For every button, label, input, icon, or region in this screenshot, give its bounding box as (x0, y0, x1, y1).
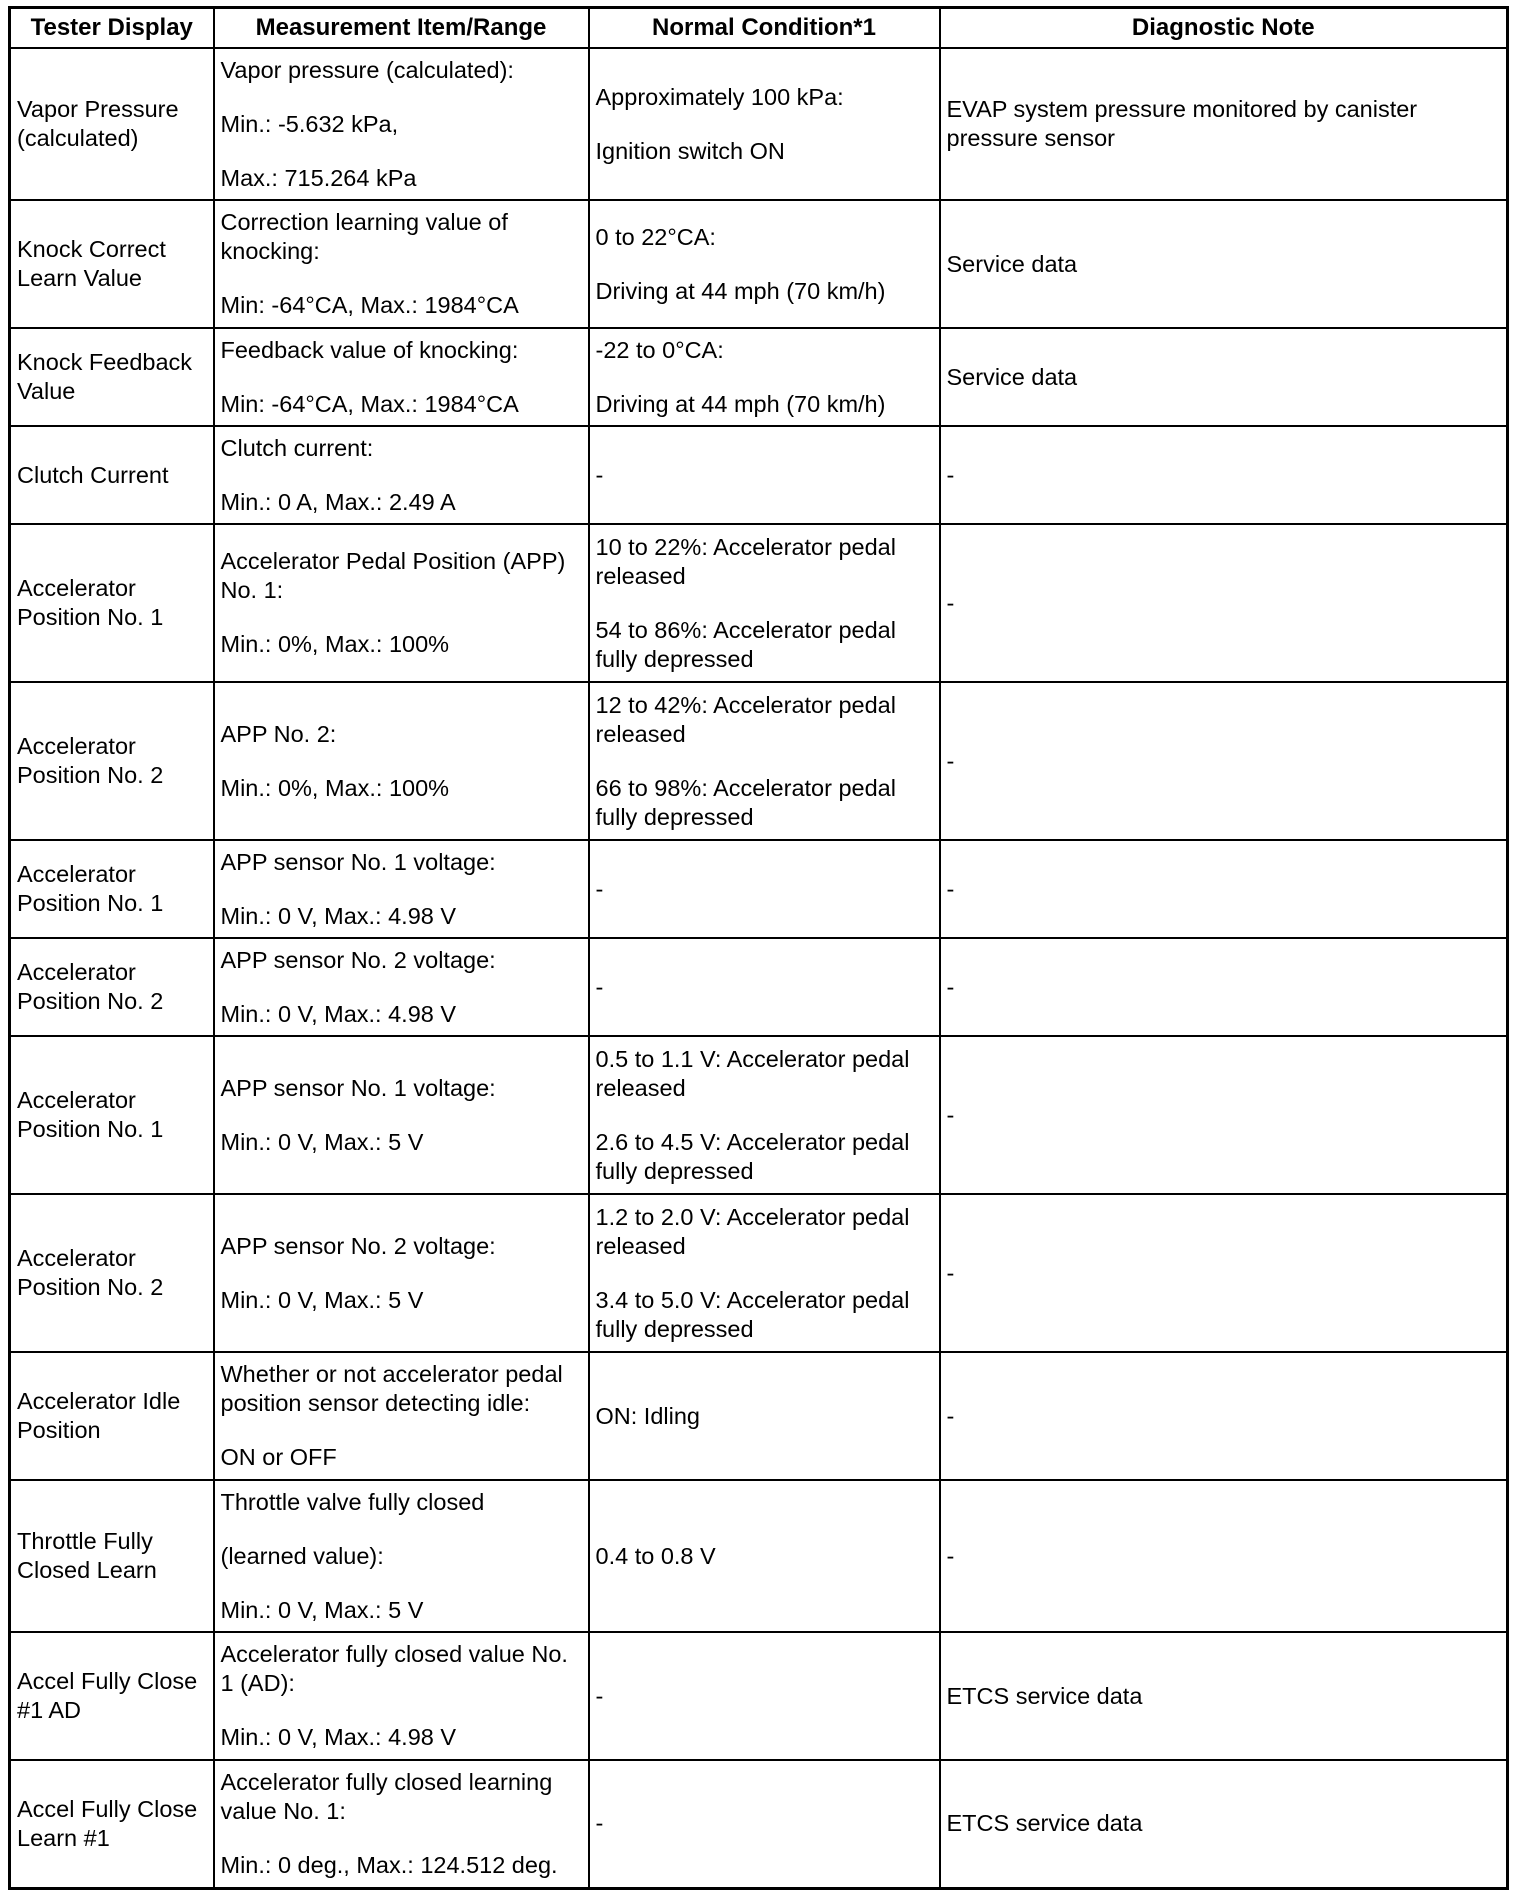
measurement-range-line: APP sensor No. 2 voltage: (220, 1232, 496, 1259)
diagnostic-note-cell: - (940, 938, 1508, 1036)
measurement-range-cell (214, 426, 589, 524)
table-body (10, 48, 1508, 1888)
table-row (10, 840, 1508, 938)
measurement-range-cell (214, 48, 589, 200)
normal-condition-line: 66 to 98%: Accelerator pedal fully depressed (595, 774, 896, 830)
table-row (10, 200, 1508, 328)
measurement-range-line: Accelerator fully closed value No. 1 (AD): (220, 1641, 568, 1696)
normal-condition-cell (589, 1036, 940, 1194)
diagnostic-note-cell: - (940, 426, 1508, 524)
measurement-range-line: Whether or not accelerator pedal position sensor detecting idle: (220, 1361, 563, 1416)
diagnostic-note-cell: - (940, 1194, 1508, 1352)
measurement-range-line: APP sensor No. 1 voltage: (220, 848, 496, 875)
measurement-range-line: Min.: 0 V, Max.: 4.98 V (220, 902, 457, 929)
table-row (10, 938, 1508, 1036)
normal-condition-cell (589, 1194, 940, 1352)
measurement-range-line: Min.: 0 V, Max.: 5 V (220, 1596, 424, 1623)
table-row (10, 682, 1508, 840)
diagnostic-note-cell: - (940, 1480, 1508, 1632)
data-list-table (8, 6, 1509, 1890)
measurement-range-line: Correction learning value of knocking: (220, 209, 508, 264)
measurement-range-cell (214, 682, 589, 840)
diagnostic-note-cell: - (940, 840, 1508, 938)
normal-condition-line: - (595, 1810, 604, 1837)
measurement-range-cell (214, 1760, 589, 1888)
measurement-range-line: APP sensor No. 1 voltage: (220, 1074, 496, 1101)
diagnostic-note-cell: ETCS service data (940, 1760, 1508, 1888)
diagnostic-note-cell: - (940, 1036, 1508, 1194)
tester-display-cell: Accelerator Position No. 2 (10, 1194, 214, 1352)
measurement-range-line: APP No. 2: (220, 720, 337, 747)
tester-display-cell: Accelerator Position No. 2 (10, 938, 214, 1036)
measurement-range-line: Min.: 0 V, Max.: 4.98 V (220, 1724, 457, 1750)
tester-display-cell: Accelerator Idle Position (10, 1352, 214, 1480)
tester-display-cell: Accelerator Position No. 1 (10, 1036, 214, 1194)
normal-condition-line: 0 to 22°CA: (595, 223, 716, 250)
measurement-range-line: Min.: -5.632 kPa, (220, 110, 399, 137)
normal-condition-line: Driving at 44 mph (70 km/h) (595, 277, 886, 304)
normal-condition-cell (589, 48, 940, 200)
diagnostic-note-cell: - (940, 524, 1508, 682)
measurement-range-line: Min.: 0 A, Max.: 2.49 A (220, 488, 456, 515)
normal-condition-line: 12 to 42%: Accelerator pedal released (595, 691, 896, 747)
header-row (10, 8, 1508, 49)
diagnostic-note-cell: - (940, 1352, 1508, 1480)
diagnostic-note-cell: Service data (940, 328, 1508, 426)
table-row (10, 1480, 1508, 1632)
header-measurement-item: Measurement Item/Range (214, 8, 589, 49)
measurement-range-cell (214, 840, 589, 938)
normal-condition-line: 0.5 to 1.1 V: Accelerator pedal released (595, 1045, 910, 1101)
normal-condition-line: - (595, 875, 604, 902)
normal-condition-line: 54 to 86%: Accelerator pedal fully depressed (595, 616, 896, 672)
tester-display-cell: Accelerator Position No. 2 (10, 682, 214, 840)
normal-condition-cell (589, 524, 940, 682)
table-row (10, 426, 1508, 524)
measurement-range-line: Min.: 0 deg., Max.: 124.512 deg. (220, 1851, 558, 1878)
tester-display-cell: Accelerator Position No. 1 (10, 840, 214, 938)
diagnostic-note-cell: ETCS service data (940, 1632, 1508, 1760)
measurement-range-line: Max.: 715.264 kPa (220, 164, 417, 191)
normal-condition-cell (589, 682, 940, 840)
table-row (10, 1194, 1508, 1352)
measurement-range-line: Min: -64°CA, Max.: 1984°CA (220, 292, 519, 318)
measurement-range-cell (214, 1194, 589, 1352)
normal-condition-line: ON: Idling (595, 1402, 700, 1429)
table-row (10, 1632, 1508, 1760)
normal-condition-cell (589, 1632, 940, 1760)
normal-condition-line: 1.2 to 2.0 V: Accelerator pedal released (595, 1203, 910, 1259)
table-row (10, 1760, 1508, 1888)
tester-display-cell: Accelerator Position No. 1 (10, 524, 214, 682)
normal-condition-line: 3.4 to 5.0 V: Accelerator pedal fully depressed (595, 1286, 910, 1342)
tester-display-cell: Throttle Fully Closed Learn (10, 1480, 214, 1632)
header-diagnostic-note: Diagnostic Note (940, 8, 1508, 49)
header-tester-display: Tester Display (10, 8, 214, 49)
table-row (10, 48, 1508, 200)
normal-condition-cell (589, 1760, 940, 1888)
diagnostic-note-cell: Service data (940, 200, 1508, 328)
measurement-range-line: Vapor pressure (calculated): (220, 56, 514, 83)
table-row (10, 524, 1508, 682)
header-normal-condition: Normal Condition*1 (589, 8, 940, 49)
measurement-range-line: Feedback value of knocking: (220, 336, 519, 363)
normal-condition-line: - (595, 461, 604, 488)
normal-condition-line: - (595, 973, 604, 1000)
normal-condition-cell (589, 328, 940, 426)
table-row (10, 328, 1508, 426)
measurement-range-cell (214, 1632, 589, 1760)
measurement-range-line: Min: -64°CA, Max.: 1984°CA (220, 390, 519, 417)
measurement-range-line: (learned value): (220, 1542, 384, 1569)
measurement-range-line: Clutch current: (220, 434, 374, 461)
measurement-range-line: Min.: 0 V, Max.: 5 V (220, 1128, 424, 1155)
normal-condition-line: 2.6 to 4.5 V: Accelerator pedal fully depressed (595, 1128, 910, 1184)
measurement-range-line: Min.: 0 V, Max.: 4.98 V (220, 1000, 457, 1027)
measurement-range-line: Min.: 0%, Max.: 100% (220, 631, 450, 657)
normal-condition-line: Ignition switch ON (595, 137, 785, 164)
tester-display-cell: Accel Fully Close #1 AD (10, 1632, 214, 1760)
measurement-range-line: APP sensor No. 2 voltage: (220, 946, 496, 973)
tester-display-cell: Clutch Current (10, 426, 214, 524)
table-row (10, 1036, 1508, 1194)
diagnostic-note-cell: - (940, 682, 1508, 840)
table-row (10, 1352, 1508, 1480)
normal-condition-line: - (595, 1682, 604, 1709)
measurement-range-line: Accelerator fully closed learning value No. 1: (220, 1768, 553, 1824)
measurement-range-cell (214, 938, 589, 1036)
measurement-range-line: Min.: 0 V, Max.: 5 V (220, 1286, 424, 1313)
tester-display-cell: Vapor Pressure (calculated) (10, 48, 214, 200)
normal-condition-line: 10 to 22%: Accelerator pedal released (595, 533, 896, 589)
measurement-range-line: Min.: 0%, Max.: 100% (220, 774, 450, 801)
measurement-range-line: Accelerator Pedal Position (APP) No. 1: (220, 548, 566, 603)
measurement-range-line: ON or OFF (220, 1444, 337, 1470)
tester-display-cell: Knock Feedback Value (10, 328, 214, 426)
normal-condition-cell (589, 200, 940, 328)
measurement-range-line: Throttle valve fully closed (220, 1488, 485, 1515)
normal-condition-line: Approximately 100 kPa: (595, 83, 844, 110)
measurement-range-cell (214, 524, 589, 682)
normal-condition-cell (589, 938, 940, 1036)
diagnostic-note-cell: EVAP system pressure monitored by canister pressure sensor (940, 48, 1508, 200)
measurement-range-cell (214, 1480, 589, 1632)
measurement-range-cell (214, 1352, 589, 1480)
normal-condition-line: 0.4 to 0.8 V (595, 1542, 716, 1569)
measurement-range-cell (214, 1036, 589, 1194)
tester-display-cell: Accel Fully Close Learn #1 (10, 1760, 214, 1888)
measurement-range-cell (214, 328, 589, 426)
normal-condition-cell (589, 840, 940, 938)
normal-condition-cell (589, 1480, 940, 1632)
normal-condition-cell (589, 1352, 940, 1480)
normal-condition-cell (589, 426, 940, 524)
normal-condition-line: -22 to 0°CA: (595, 336, 724, 363)
tester-display-cell: Knock Correct Learn Value (10, 200, 214, 328)
measurement-range-cell (214, 200, 589, 328)
normal-condition-line: Driving at 44 mph (70 km/h) (595, 390, 886, 417)
